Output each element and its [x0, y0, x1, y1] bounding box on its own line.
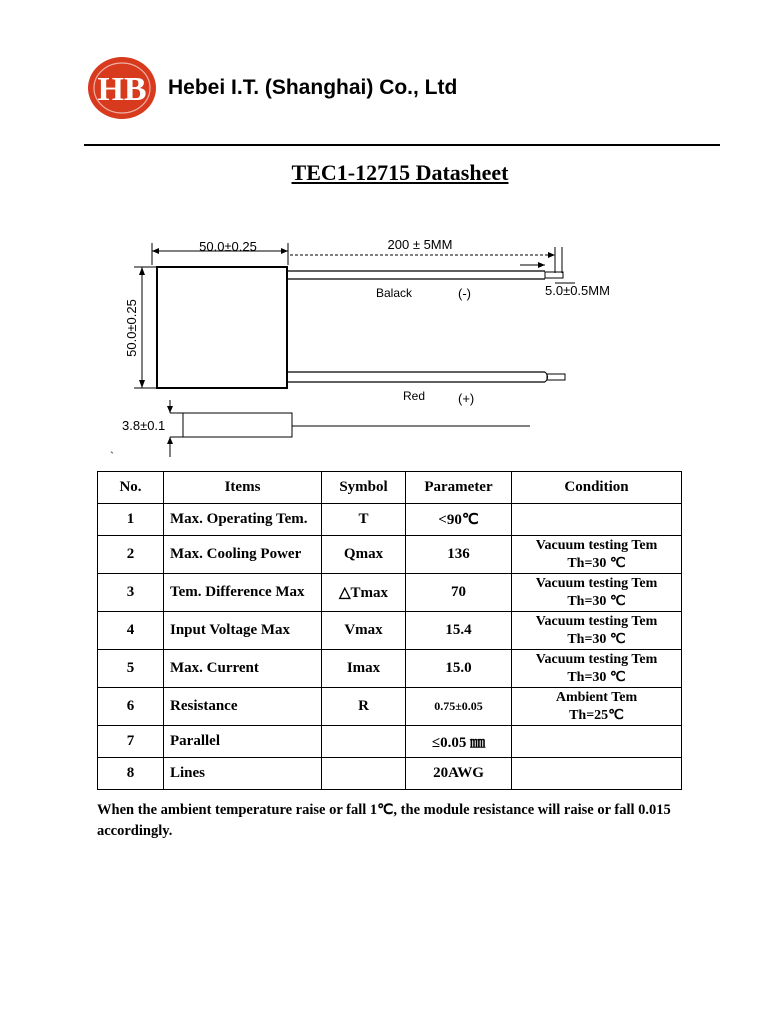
condition-line: Th=30 ℃ [567, 555, 626, 571]
condition-line: Th=25℃ [569, 707, 624, 723]
table-row [98, 688, 682, 726]
resistance-note: When the ambient temperature raise or fall 1℃, the module resistance will raise or fall 0.015 accordingly. [97, 802, 671, 839]
table-row [98, 726, 682, 758]
row-parameter: ≤0.05 ㎜ [406, 726, 512, 758]
row-condition [512, 726, 682, 758]
col-header-items: Items [164, 472, 322, 504]
red-wire-polarity: (+) [458, 391, 475, 406]
col-header-symbol: Symbol [322, 472, 406, 504]
condition-line: Vacuum testing Tem [535, 575, 658, 591]
page-title: TEC1-12715 Datasheet [291, 160, 509, 185]
row-symbol: Vmax [322, 612, 406, 650]
header-divider [84, 144, 720, 146]
table-row [98, 574, 682, 612]
table-row [98, 650, 682, 688]
row-item: Resistance [164, 688, 322, 726]
condition-line: Th=30 ℃ [567, 669, 626, 685]
row-symbol: Imax [322, 650, 406, 688]
row-condition [512, 688, 682, 726]
row-no: 3 [98, 574, 164, 612]
row-item: Parallel [164, 726, 322, 758]
row-condition [512, 504, 682, 536]
row-parameter: 0.75±0.05 [406, 688, 512, 726]
row-item: Lines [164, 758, 322, 790]
row-parameter: 136 [406, 536, 512, 574]
logo-text: HB [97, 71, 147, 108]
stray-mark: ` [110, 449, 114, 463]
row-condition [512, 758, 682, 790]
row-item: Input Voltage Max [164, 612, 322, 650]
col-header-condition: Condition [512, 472, 682, 504]
col-header-no: No. [98, 472, 164, 504]
module-dimension-drawing [100, 225, 680, 465]
col-header-parameter: Parameter [406, 472, 512, 504]
row-no: 4 [98, 612, 164, 650]
condition-line: Th=30 ℃ [567, 593, 626, 609]
row-parameter: <90℃ [406, 504, 512, 536]
row-item: Max. Operating Tem. [164, 504, 322, 536]
table-header-row [98, 472, 682, 504]
row-symbol [322, 726, 406, 758]
wire-length-dimension: 200 ± 5MM [387, 237, 453, 252]
condition-line: Vacuum testing Tem [535, 613, 658, 629]
row-condition [512, 536, 682, 574]
module-outline [157, 267, 287, 388]
row-no: 6 [98, 688, 164, 726]
row-parameter: 70 [406, 574, 512, 612]
company-logo [86, 56, 158, 120]
row-no: 7 [98, 726, 164, 758]
condition-line: Vacuum testing Tem [535, 537, 658, 553]
condition-line: Ambient Tem [555, 689, 638, 705]
table-row [98, 536, 682, 574]
company-name: Hebei I.T. (Shanghai) Co., Ltd [168, 76, 458, 99]
condition-line: Th=30 ℃ [567, 631, 626, 647]
row-parameter: 20AWG [406, 758, 512, 790]
table-row [98, 758, 682, 790]
row-condition [512, 574, 682, 612]
row-condition [512, 650, 682, 688]
row-condition [512, 612, 682, 650]
condition-line: Vacuum testing Tem [535, 651, 658, 667]
thickness-dimension: 3.8±0.1 [122, 418, 166, 433]
row-symbol [322, 758, 406, 790]
table-row [98, 612, 682, 650]
row-parameter: 15.0 [406, 650, 512, 688]
height-dimension: 50.0±0.25 [124, 299, 139, 357]
black-wire-polarity: (-) [458, 286, 471, 301]
row-parameter: 15.4 [406, 612, 512, 650]
row-no: 2 [98, 536, 164, 574]
row-item: Max. Current [164, 650, 322, 688]
spec-table [97, 471, 682, 790]
row-symbol: △Tmax [322, 574, 406, 612]
width-dimension: 50.0±0.25 [199, 239, 257, 254]
row-no: 5 [98, 650, 164, 688]
strip-length-dimension: 5.0±0.5MM [545, 283, 610, 298]
row-item: Tem. Difference Max [164, 574, 322, 612]
row-item: Max. Cooling Power [164, 536, 322, 574]
table-row [98, 504, 682, 536]
row-symbol: R [322, 688, 406, 726]
row-symbol: Qmax [322, 536, 406, 574]
row-symbol: T [322, 504, 406, 536]
row-no: 1 [98, 504, 164, 536]
black-wire-label: Balack [376, 286, 413, 300]
red-wire-label: Red [403, 389, 426, 403]
row-no: 8 [98, 758, 164, 790]
